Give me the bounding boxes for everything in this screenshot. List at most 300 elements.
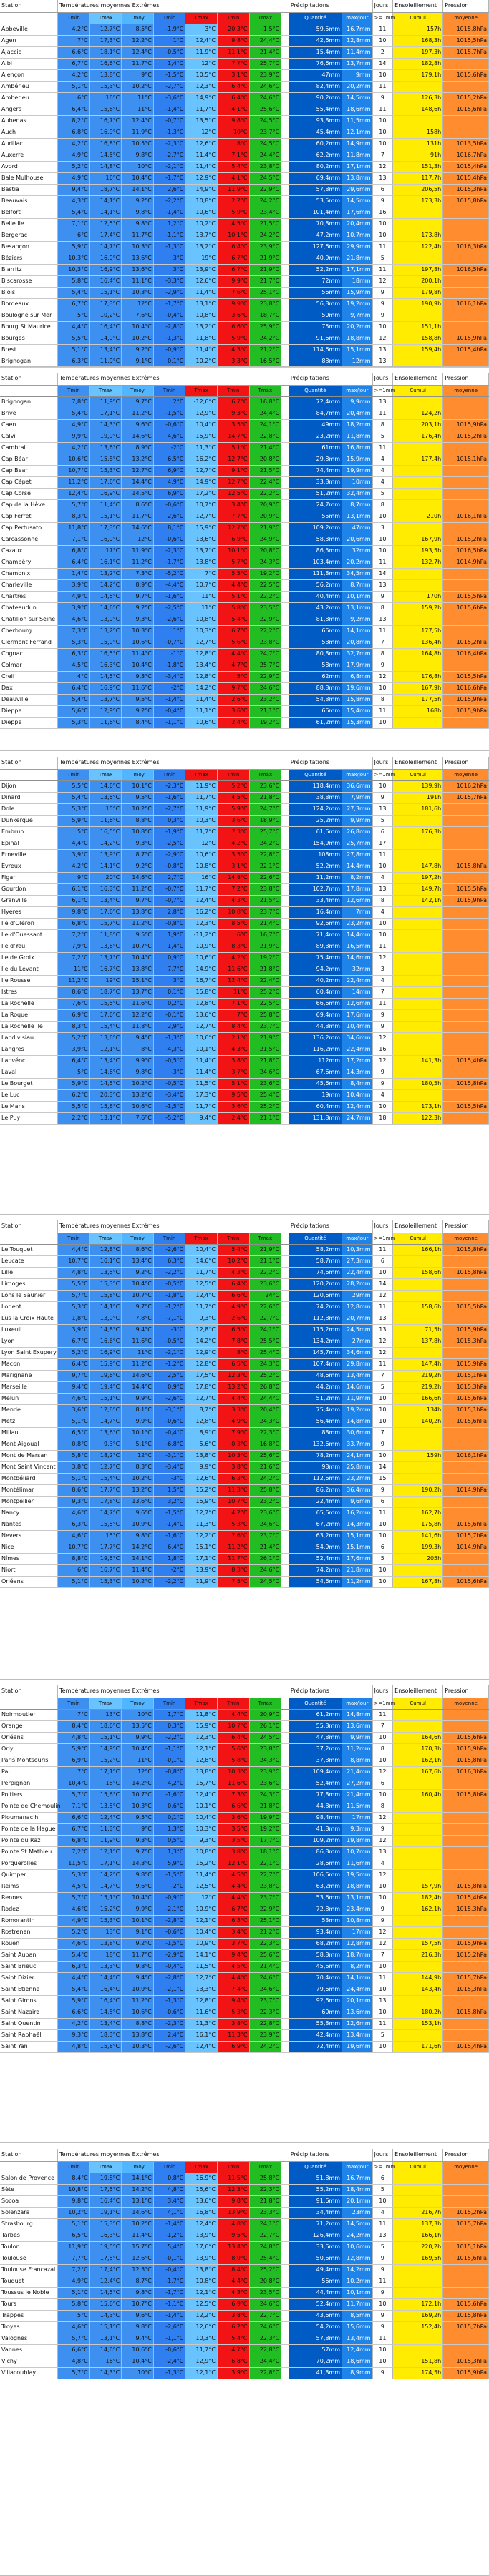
extreme-tmax-cell: 12,1°C — [185, 2367, 218, 2379]
pressure-average-cell: 1015,6hPa — [443, 1519, 489, 1530]
tmax-cell: 15,5°C — [89, 1519, 122, 1530]
spacer-cell — [281, 557, 289, 568]
extreme-tmin-cell: 0,1°C — [153, 356, 185, 367]
extreme-tmin-secondary-cell: 6,4°C — [217, 92, 249, 104]
station-cell: Charleville — [0, 579, 58, 591]
extreme-tmax-cell: 15,9°C — [185, 522, 218, 534]
extreme-tmin-cell: 4,2°C — [153, 1778, 185, 1789]
rain-days-cell: 15 — [372, 1473, 393, 1484]
tmoy-cell: 9,7°C — [122, 1846, 154, 1858]
tmin-cell: 6,9°C — [58, 1755, 90, 1766]
tmax-cell: 15,7°C — [89, 918, 122, 929]
tmoy-cell: 9,9°C — [122, 1416, 154, 1427]
extreme-tmax-cell: 10,8°C — [185, 310, 218, 321]
extreme-tmax-cell: 13,5°C — [185, 115, 218, 127]
precip-max-day-cell: 8,2mm — [342, 1961, 372, 1972]
tmoy-cell: 5,1°C — [122, 1439, 154, 1450]
extreme-tmax-cell: 11,7°C — [185, 826, 218, 838]
extreme-tmax-cell: 12,7°C — [185, 1021, 218, 1032]
extreme-tmax-cell: 17,3°C — [185, 1089, 218, 1101]
extreme-tmax-secondary-cell: 26,1°C — [249, 1553, 281, 1564]
extreme-tmax-cell: 12,4°C — [185, 895, 218, 906]
extreme-tmax-cell: 10,7°C — [185, 579, 218, 591]
precip-quantity-cell: 58,8mm — [289, 1949, 342, 1961]
tmin-cell: 10,7°C — [58, 1542, 90, 1553]
precip-quantity-cell: 72mm — [289, 275, 342, 287]
ext-tmax-subheader: Tmax — [185, 1698, 218, 1709]
tmoy-cell: 8,6°C — [122, 499, 154, 511]
extreme-tmax-cell: 10,3°C — [185, 2333, 218, 2344]
extreme-tmax-cell: 13,3°C — [185, 1984, 218, 1995]
precip-max-day-cell: 17,6mm — [342, 1009, 372, 1021]
extreme-tmax-secondary-cell: 23,9°C — [249, 241, 281, 253]
table-row — [0, 1370, 489, 1381]
extreme-tmin-cell: 1,5°C — [153, 1484, 185, 1496]
extreme-tmax-cell: 11,9°C — [185, 46, 218, 58]
tmin-cell: 5,7°C — [58, 1892, 90, 1904]
extreme-tmax-secondary-cell: 23,7°C — [249, 1530, 281, 1542]
spacer-cell — [281, 815, 289, 826]
extreme-tmax-secondary-cell: 24,5°C — [249, 1732, 281, 1743]
spacer-cell — [281, 1324, 289, 1336]
station-cell: Alençon — [0, 69, 58, 81]
tmoy-cell: 14,2°C — [122, 1778, 154, 1789]
extreme-tmin-cell: -2,1°C — [153, 1984, 185, 1995]
table-row — [0, 1801, 489, 1812]
pressure-average-cell — [443, 115, 489, 127]
precip-quantity-cell: 23,2mm — [289, 431, 342, 442]
station-cell: Toulouse Francazal — [0, 2264, 58, 2276]
precip-max-day-cell: 29mm — [342, 1290, 372, 1301]
tmoy-cell: 14,1°C — [122, 184, 154, 195]
extreme-tmin-secondary-cell: 4,2°C — [217, 1507, 249, 1519]
tmax-cell: 15,2°C — [89, 1755, 122, 1766]
extreme-tmax-secondary-cell: 21,1°C — [249, 705, 281, 717]
rain-days-cell: 6 — [372, 1255, 393, 1267]
sunshine-cumul-cell: 157,9h — [393, 1881, 443, 1892]
extreme-tmax-secondary-cell: 22,6°C — [249, 1301, 281, 1313]
extreme-tmin-secondary-cell: 8°C — [217, 1347, 249, 1358]
tmoy-subheader: Tmoy — [122, 769, 154, 780]
rain-days-cell: 10 — [372, 2195, 393, 2207]
precip-quantity-cell: 70,4mm — [289, 1972, 342, 1984]
station-cell: Epinal — [0, 838, 58, 849]
extreme-tmin-cell: -1,7°C — [153, 557, 185, 568]
tmin-cell: 6,7°C — [58, 58, 90, 69]
table-row — [0, 1112, 489, 1124]
spacer-cell — [281, 241, 289, 253]
pressure-average-cell: 1015,9hPa — [443, 895, 489, 906]
precip-max-day-cell: 25,8mm — [342, 1461, 372, 1473]
tmoy-subheader: Tmoy — [122, 1233, 154, 1244]
extreme-tmin-cell: 2,8°C — [153, 906, 185, 918]
sunshine-cumul-cell — [393, 310, 443, 321]
extreme-tmax-cell: 15,2°C — [185, 1484, 218, 1496]
rain-days-cell: 12 — [372, 1938, 393, 1949]
tmin-cell: 11,2°C — [58, 975, 90, 986]
station-cell: Dunkerque — [0, 815, 58, 826]
precip-quantity-cell: 90,2mm — [289, 92, 342, 104]
tmin-cell: 5,7°C — [58, 499, 90, 511]
rain-days-cell: 9 — [372, 287, 393, 298]
extreme-tmax-cell: 12,7°C — [185, 1393, 218, 1404]
spacer-cell — [281, 184, 289, 195]
tmoy-cell: 9,8°C — [122, 1961, 154, 1972]
rain-days-cell: 11 — [372, 998, 393, 1009]
extreme-tmin-secondary-cell: 3,7°C — [217, 1938, 249, 1949]
rain-days-cell: 10 — [372, 1984, 393, 1995]
tmoy-cell: 10,4°C — [122, 660, 154, 671]
extreme-tmax-secondary-cell: 16,7°C — [249, 929, 281, 941]
precip-max-day-cell: 10,8mm — [342, 1915, 372, 1926]
precip-max-day-cell: 20,4mm — [342, 218, 372, 230]
precip-max-day-cell: 10,4mm — [342, 1089, 372, 1101]
extreme-tmin-cell: -2,4°C — [153, 2356, 185, 2367]
precip-max-day-cell: 18,8mm — [342, 333, 372, 344]
tmoy-cell: 9°C — [122, 69, 154, 81]
quantity-subheader: Quantité — [289, 1698, 342, 1709]
tmoy-cell: 10,4°C — [122, 1892, 154, 1904]
extreme-tmax-secondary-cell: 25,2°C — [249, 986, 281, 998]
tmin-cell: 3,8°C — [58, 1461, 90, 1473]
extreme-tmin-secondary-cell: 7,6°C — [217, 1530, 249, 1542]
extreme-tmax-secondary-cell: 24,8°C — [249, 2241, 281, 2253]
tmax-cell: 15,3°C — [89, 2218, 122, 2230]
tmax-cell: 16°C — [89, 92, 122, 104]
extreme-tmin-cell: -2°C — [153, 682, 185, 694]
ext-tmin2-subheader: Tmin — [217, 769, 249, 780]
tmin-cell: 6,4°C — [58, 104, 90, 115]
table-row — [0, 1313, 489, 1324]
extreme-tmin-cell: -1,3°C — [153, 2367, 185, 2379]
tmoy-cell: 8,5°C — [122, 24, 154, 35]
station-cell: Solenzara — [0, 2207, 58, 2218]
precip-max-day-cell: 22,4mm — [342, 1267, 372, 1278]
sunshine-cumul-cell — [393, 1709, 443, 1720]
tmax-cell: 12,7°C — [89, 24, 122, 35]
precip-max-day-cell: 13,4mm — [342, 1370, 372, 1381]
extreme-tmin-secondary-cell: 8,9°C — [217, 2253, 249, 2264]
extreme-tmax-cell: 12°C — [185, 838, 218, 849]
extreme-tmax-secondary-cell: 24,3°C — [249, 1755, 281, 1766]
extreme-tmin-cell: 6,9°C — [153, 465, 185, 476]
station-cell: Auxerre — [0, 150, 58, 161]
precip-max-day-cell: 32,4mm — [342, 488, 372, 499]
table-row — [0, 1812, 489, 1823]
rain-days-cell: 13 — [372, 356, 393, 367]
tmin-cell: 11°C — [58, 964, 90, 975]
extreme-tmax-cell: 11,7°C — [185, 1267, 218, 1278]
sunshine-cumul-cell — [393, 1278, 443, 1290]
pressure-average-cell: 1015,3hPa — [443, 2356, 489, 2367]
station-cell: Aurillac — [0, 138, 58, 150]
precip-max-day-cell: 18,7mm — [342, 1949, 372, 1961]
precip-quantity-cell: 55,8mm — [289, 2018, 342, 2029]
extreme-tmin-cell: -2,6°C — [153, 1244, 185, 1255]
extreme-tmin-cell: -0,9°C — [153, 344, 185, 356]
sunshine-cumul-cell: 124,2h — [393, 408, 443, 419]
spacer-cell — [281, 195, 289, 207]
pressure-average-cell: 1015,6hPa — [443, 602, 489, 614]
station-cell: La Rochelle — [0, 998, 58, 1009]
spacer-cell — [281, 545, 289, 557]
extreme-tmax-cell: 16°C — [185, 872, 218, 883]
precip-max-day-cell: 27mm — [342, 1336, 372, 1347]
tmoy-cell: 7,8°C — [122, 1313, 154, 1324]
extreme-tmax-cell: 12,8°C — [185, 1324, 218, 1336]
precip-max-day-cell: 28,2mm — [342, 1278, 372, 1290]
extreme-tmax-cell: 14,1°C — [185, 1949, 218, 1961]
extreme-tmin-secondary-cell: 10,8°C — [217, 906, 249, 918]
tmin-cell: 6,2°C — [58, 1089, 90, 1101]
tmoy-cell: 10°C — [122, 1709, 154, 1720]
station-cell: Cap de la Hève — [0, 499, 58, 511]
pressure-average-cell: 1015,9hPa — [443, 1324, 489, 1336]
extreme-tmin-secondary-cell: 2,1°C — [217, 1032, 249, 1044]
rain-days-cell: 12 — [372, 333, 393, 344]
extreme-tmax-secondary-cell: 22,2°C — [249, 591, 281, 602]
tmin-cell: 7,2°C — [58, 1846, 90, 1858]
table-row — [0, 2356, 489, 2367]
extreme-tmax-secondary-cell: 25,6°C — [249, 104, 281, 115]
pressure-average-cell: 1015,5hPa — [443, 35, 489, 46]
spacer-cell — [281, 1812, 289, 1823]
sunshine-cumul-cell — [393, 1021, 443, 1032]
rain-days-cell: 10 — [372, 682, 393, 694]
extreme-tmax-cell: 14,2°C — [185, 682, 218, 694]
precip-quantity-cell: 61,6mm — [289, 826, 342, 838]
station-cell: Vichy — [0, 2356, 58, 2367]
extreme-tmin-secondary-cell: 7,9°C — [217, 1427, 249, 1439]
station-header: Station — [0, 0, 58, 12]
extreme-tmin-secondary-cell: 6°C — [217, 929, 249, 941]
tmoy-cell: 11,2°C — [122, 408, 154, 419]
tmoy-cell: 10,1°C — [122, 1427, 154, 1439]
extreme-tmax-secondary-cell: 21,9°C — [249, 522, 281, 534]
sunshine-cumul-cell — [393, 614, 443, 625]
sunshine-cumul-cell — [393, 1313, 443, 1324]
tmax-cell: 18,2°C — [89, 1450, 122, 1461]
table-section-1 — [0, 0, 489, 367]
precip-quantity-cell: 71,4mm — [289, 929, 342, 941]
tmoy-cell: 11,4°C — [122, 2230, 154, 2241]
precip-quantity-cell: 154,9mm — [289, 838, 342, 849]
rain-days-cell: 10 — [372, 230, 393, 241]
extreme-tmin-cell: -1,7°C — [153, 2276, 185, 2287]
spacer-cell — [281, 998, 289, 1009]
precip-max-day-cell: 11,2mm — [342, 1743, 372, 1755]
pressure-average-cell: 1015,1hPa — [443, 454, 489, 465]
table-row — [0, 511, 489, 522]
sunshine-cumul-cell: 71,5h — [393, 1324, 443, 1336]
spacer-cell — [281, 522, 289, 534]
station-cell: Chambéry — [0, 557, 58, 568]
extreme-tmax-cell: 10,8°C — [185, 1846, 218, 1858]
tmin-cell: 4,8°C — [58, 1267, 90, 1278]
tmin-cell: 7,7°C — [58, 2253, 90, 2264]
rain-days-cell: 10 — [372, 861, 393, 872]
station-cell: Cap Ferret — [0, 511, 58, 522]
average-subheader: moyenne — [443, 769, 489, 780]
sunshine-cumul-cell: 159,2h — [393, 602, 443, 614]
tmin-cell: 0,8°C — [58, 1439, 90, 1450]
station-cell: Pau — [0, 1766, 58, 1778]
station-cell: Saint Brieuc — [0, 1961, 58, 1972]
extreme-tmax-secondary-cell: 23,7°C — [249, 906, 281, 918]
table-section-3 — [0, 757, 489, 1215]
extreme-tmax-secondary-cell: 22,8°C — [249, 2344, 281, 2356]
spacer-cell — [281, 2287, 289, 2298]
tmin-cell: 5,5°C — [58, 333, 90, 344]
station-cell: Landivisiau — [0, 1032, 58, 1044]
extreme-tmin-cell: -2,8°C — [153, 1915, 185, 1926]
extreme-tmax-cell: 12,5°C — [185, 1278, 218, 1290]
rain-days-cell: 12 — [372, 1835, 393, 1846]
tmoy-cell: 14,6°C — [122, 1370, 154, 1381]
precip-max-day-cell: 20,2mm — [342, 321, 372, 333]
precip-max-day-cell: 33,7mm — [342, 1439, 372, 1450]
climate-table-2 — [0, 373, 489, 729]
precip-quantity-cell: 72,4mm — [289, 2041, 342, 2052]
tmax-cell: 14,2°C — [89, 1869, 122, 1881]
extreme-tmin-cell: -0,4°C — [153, 705, 185, 717]
precip-max-day-cell: 17mm — [342, 1812, 372, 1823]
extreme-tmax-secondary-cell: 24,1°C — [249, 2218, 281, 2230]
tmax-cell: 16,4°C — [89, 1995, 122, 2007]
extreme-tmax-secondary-cell: 24,6°C — [249, 81, 281, 92]
station-cell: Dax — [0, 682, 58, 694]
spacer-cell — [281, 511, 289, 522]
days-header: Jours — [372, 1685, 393, 1698]
temperatures-header: Températures moyennes Extrêmes — [58, 1685, 281, 1698]
tmoy-cell: 13,8°C — [122, 906, 154, 918]
precip-quantity-cell: 75mm — [289, 321, 342, 333]
pressure-average-cell — [443, 2264, 489, 2276]
tmax-cell: 14,2°C — [89, 579, 122, 591]
extreme-tmax-cell: 11,3°C — [185, 2018, 218, 2029]
extreme-tmax-cell: 14,9°C — [185, 184, 218, 195]
pressure-average-cell: 1015,8hPa — [443, 1755, 489, 1766]
extreme-tmax-secondary-cell: 24,2°C — [249, 230, 281, 241]
extreme-tmax-secondary-cell: 19,2°C — [249, 568, 281, 579]
sunshine-cumul-cell: 199,3h — [393, 1542, 443, 1553]
table-row — [0, 1267, 489, 1278]
sunshine-cumul-cell: 181,6h — [393, 803, 443, 815]
extreme-tmin-cell: 1,4°C — [153, 58, 185, 69]
extreme-tmax-cell: 10,8°C — [185, 2276, 218, 2287]
table-row — [0, 815, 489, 826]
tmoy-cell: 10,4°C — [122, 172, 154, 184]
table-row — [0, 1858, 489, 1869]
tmoy-cell: 14,1°C — [122, 1553, 154, 1564]
tmax-cell: 14,5°C — [89, 2007, 122, 2018]
pressure-average-cell — [443, 849, 489, 861]
pressure-average-cell: 1016,4hPa — [443, 648, 489, 660]
extreme-tmax-secondary-cell: 20,8°C — [249, 545, 281, 557]
sunshine-cumul-cell: 219,2h — [393, 1370, 443, 1381]
precip-max-day-cell: 19,6mm — [342, 2041, 372, 2052]
tmin-cell: 6°C — [58, 230, 90, 241]
extreme-tmax-cell: 17,2°C — [185, 488, 218, 499]
spacer-cell — [281, 1915, 289, 1926]
pressure-average-cell: 1015,2hPa — [443, 637, 489, 648]
extreme-tmax-secondary-cell: 21,9°C — [249, 941, 281, 952]
extreme-tmin-cell: -1,3°C — [153, 241, 185, 253]
station-cell: Chartres — [0, 591, 58, 602]
precip-quantity-cell: 52,4mm — [289, 2298, 342, 2310]
precip-max-day-cell: 14,4mm — [342, 929, 372, 941]
extreme-tmax-cell: 10,2°C — [185, 356, 218, 367]
extreme-tmin-cell: -0,6°C — [153, 2344, 185, 2356]
spacer-cell — [281, 454, 289, 465]
extreme-tmax-secondary-cell: 25,2°C — [249, 1101, 281, 1112]
spacer-cell — [281, 1370, 289, 1381]
extreme-tmin-secondary-cell: 2,6°C — [217, 1313, 249, 1324]
precip-max-day-cell: 27,3mm — [342, 803, 372, 815]
extreme-tmin-cell: -2,2°C — [153, 1576, 185, 1587]
extreme-tmax-cell: 12,9°C — [185, 172, 218, 184]
pressure-average-cell — [443, 1507, 489, 1519]
extreme-tmin-cell: -2,2°C — [153, 195, 185, 207]
ext-tmin2-subheader: Tmin — [217, 385, 249, 396]
tmax-cell: 14,5°C — [89, 150, 122, 161]
tmoy-cell: 9,2°C — [122, 1938, 154, 1949]
extreme-tmin-secondary-cell: 11,7°C — [217, 1553, 249, 1564]
station-cell: Rouen — [0, 1938, 58, 1949]
tmax-cell: 15,3°C — [89, 81, 122, 92]
precip-quantity-cell: 44,8mm — [289, 1021, 342, 1032]
precip-quantity-cell: 47,8mm — [289, 1732, 342, 1743]
max-day-subheader: max/jour — [342, 2161, 372, 2173]
extreme-tmax-secondary-cell: 20,4°C — [249, 1404, 281, 1416]
tmoy-cell: 12,3°C — [122, 2264, 154, 2276]
sunshine-cumul-cell: 160,4h — [393, 1789, 443, 1801]
tmoy-cell: 14,4°C — [122, 476, 154, 488]
rain-days-cell: 16 — [372, 207, 393, 218]
rain-days-cell: 9 — [372, 1484, 393, 1496]
spacer-cell — [281, 964, 289, 975]
sunshine-cumul-cell — [393, 2264, 443, 2276]
extreme-tmin-secondary-cell: 7,6°C — [217, 287, 249, 298]
spacer-cell — [281, 104, 289, 115]
pressure-average-cell — [443, 253, 489, 264]
sunshine-cumul-cell: 136,4h — [393, 637, 443, 648]
pressure-average-cell — [443, 1915, 489, 1926]
precip-quantity-cell: 47mm — [289, 69, 342, 81]
rain-days-cell: 4 — [372, 454, 393, 465]
extreme-tmin-secondary-cell: 12,4°C — [217, 975, 249, 986]
rain-days-cell: 8 — [372, 1743, 393, 1755]
station-cell: Calvi — [0, 431, 58, 442]
extreme-tmax-secondary-cell: 26,8°C — [249, 1381, 281, 1393]
extreme-tmax-cell: 11,5°C — [185, 1961, 218, 1972]
precip-quantity-cell: 66mm — [289, 625, 342, 637]
spacer-cell — [281, 883, 289, 895]
extreme-tmin-cell: -1,5°C — [153, 69, 185, 81]
table-row — [0, 780, 489, 792]
sunshine-cumul-cell — [393, 1290, 443, 1301]
extreme-tmax-cell: 9,4°C — [185, 1112, 218, 1124]
tmin-cell: 10,7°C — [58, 465, 90, 476]
extreme-tmax-secondary-cell: 24,4°C — [249, 2356, 281, 2367]
pressure-average-cell — [443, 81, 489, 92]
tmax-cell: 13°C — [89, 1709, 122, 1720]
tmoy-cell: 14,6°C — [122, 522, 154, 534]
tmin-cell: 4,6°C — [58, 1393, 90, 1404]
spacer-cell — [281, 780, 289, 792]
tmax-cell: 13,4°C — [89, 2018, 122, 2029]
sunshine-cumul-cell: 197,8h — [393, 264, 443, 275]
